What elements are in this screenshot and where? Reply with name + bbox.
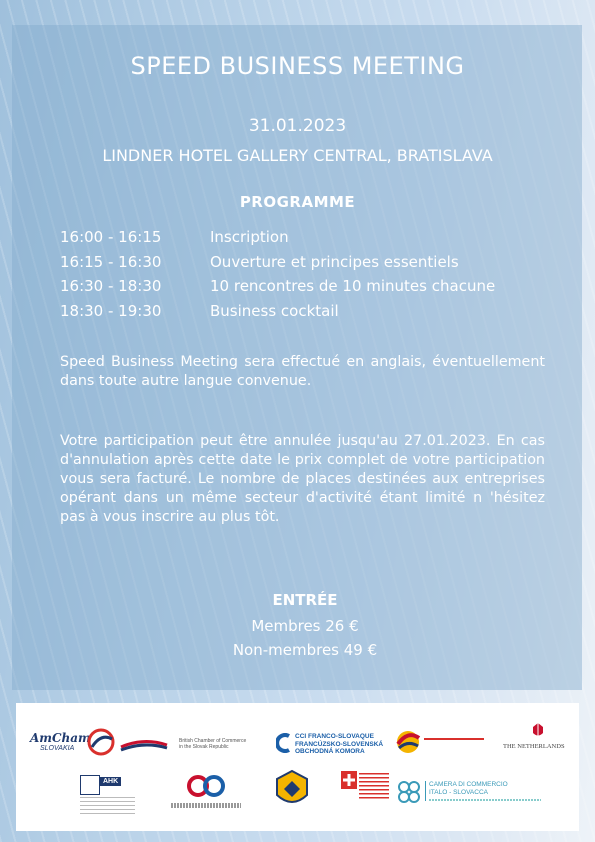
programme-row: [60, 228, 560, 253]
programme-time: 18:30 - 19:30: [60, 301, 162, 320]
programme-heading: PROGRAMME: [239, 193, 356, 211]
british-chamber-logo: [179, 738, 259, 750]
programme-label: Ouverture et principes essentiels: [210, 252, 459, 271]
crest-shield-icon: [275, 769, 309, 809]
british-chamber-name: British Chamber of Commerce: [179, 738, 247, 744]
cci-line2: FRANCÚZSKO-SLOVENSKÁ: [295, 740, 384, 748]
spanish-chamber-line: [424, 738, 484, 740]
swiss-chamber-text: [359, 773, 389, 799]
event-title: SPEED BUSINESS MEETING: [130, 52, 465, 80]
programme-time: 16:00 - 16:15: [60, 228, 162, 246]
cancellation-note: Votre participation peut être annulée jusqu'au 27.01.2023. En cas d'annulation après cette date le prix complet de votre participation vous sera facturé. Le nombre de places destinées aux entreprises opérant dans un même secteur d'activité étant limité n 'hésitez pas à vous inscrire au plus tôt.: [60, 433, 545, 525]
amcham-swirl-icon: [86, 727, 116, 757]
event-venue: LINDNER HOTEL GALLERY CENTRAL, BRATISLAVA: [102, 146, 493, 165]
programme-row: [60, 253, 560, 278]
cci-logo: [295, 733, 383, 756]
entry-members-price: Membres 26 €: [251, 617, 359, 635]
swiss-cross-icon: [341, 771, 357, 789]
chain-logo-text: [171, 803, 241, 808]
language-note: Speed Business Meeting sera effectué en anglais, éventuellement dans toute autre langue convenue.: [60, 354, 545, 389]
cci-line3: OBCHODNÁ KOMORA: [295, 748, 365, 755]
netherlands-logo: THE NETHERLANDS: [503, 743, 565, 750]
programme-time: 16:30 - 18:30: [60, 277, 162, 295]
spanish-chamber-icon: [394, 728, 422, 756]
programme-label: Inscription: [210, 228, 289, 246]
programme-row: [60, 277, 560, 302]
chain-logo-icon: [184, 773, 228, 799]
ahk-logo: AHK: [100, 777, 121, 786]
entry-heading: ENTRÉE: [272, 591, 338, 609]
british-chamber-sub: in the Slovak Republic: [179, 744, 229, 750]
cci-icon: [276, 733, 292, 753]
partner-logos-strip: [16, 703, 579, 831]
programme-list: [60, 228, 560, 326]
entry-nonmembers-price: Non-membres 49 €: [232, 641, 378, 659]
cci-line1: CCI FRANCO-SLOVAQUE: [295, 733, 374, 740]
programme-time: 16:15 - 16:30: [60, 252, 162, 271]
amcham-logo: [30, 731, 91, 752]
tulip-icon: [527, 719, 549, 741]
ahk-emblem-icon: [80, 775, 100, 795]
camera-line2: ITALO - SLOVACCA: [429, 789, 488, 796]
camera-logo: [429, 781, 508, 797]
programme-row: [60, 302, 560, 327]
event-date: 31.01.2023: [248, 116, 347, 136]
amcham-wordmark: AmCham: [30, 731, 91, 745]
ahk-small-text: [80, 797, 135, 815]
british-swoosh-icon: [119, 737, 169, 753]
camera-divider: [425, 781, 426, 801]
camera-line1: CAMERA DI COMMERCIO: [429, 781, 508, 788]
knot-icon: [396, 779, 422, 805]
programme-label: 10 rencontres de 10 minutes chacune: [210, 277, 496, 295]
programme-label: Business cocktail: [210, 301, 339, 320]
camera-small-text: [429, 799, 541, 801]
amcham-subtitle: SLOVAKIA: [40, 745, 75, 752]
